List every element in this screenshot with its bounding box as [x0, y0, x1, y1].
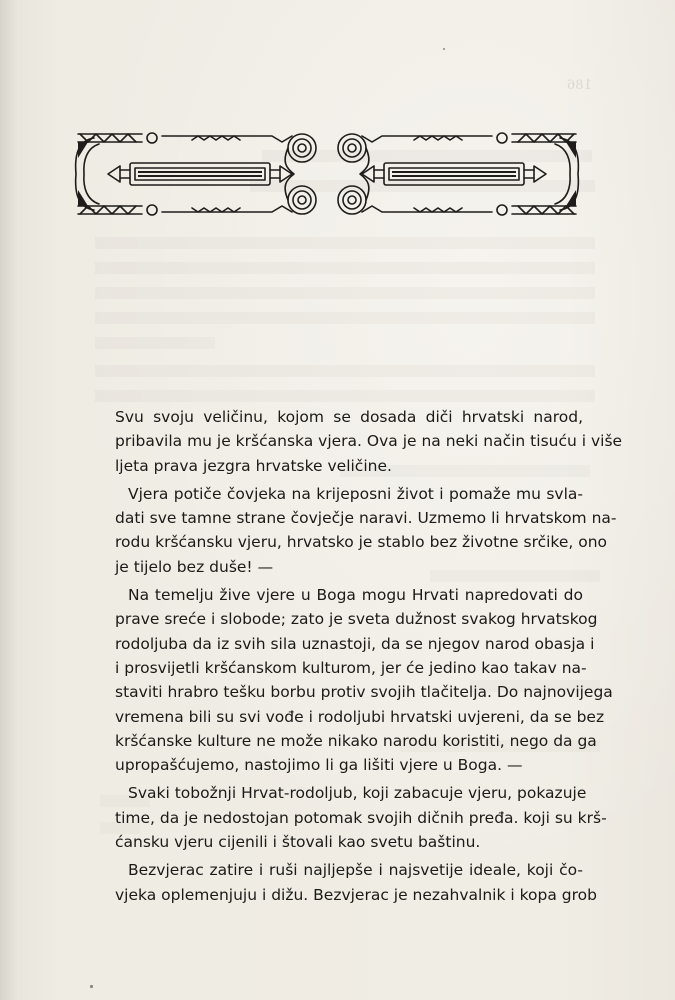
body-text — [115, 405, 623, 911]
text-line: vjeka oplemenjuju i dižu. Bezvjerac je nezahvalnik i kopa grob — [115, 885, 597, 904]
text-line: rodu kršćansku vjeru, hrvatsko je stablo bez životne srčike, ono — [115, 533, 608, 552]
text-line: ćansku vjeru cijenili i štovali kao svetu baštinu. — [115, 833, 481, 852]
text-line: time, da je nedostojan potomak svojih dičnih pređa. koji su krš- — [115, 808, 607, 827]
text-line: ljeta prava jezgra hrvatske veličine. — [115, 456, 392, 475]
show-through-page-number: 186 — [567, 78, 592, 93]
text-line: pribavila mu je kršćanska vjera. Ova je na neki način tisuću i više — [115, 432, 623, 451]
text-line: Svaki tobožnji Hrvat-rodoljub, koji zabacuje vjeru, pokazuje — [128, 784, 587, 803]
text-line: rodoljuba da iz svih sila uznastoji, da se njegov narod obasja i — [115, 634, 595, 653]
text-line: prave sreće i slobode; zato je sveta dužnost svakog hrvatskog — [115, 610, 598, 629]
ornamental-headpiece — [72, 128, 582, 220]
text-line: i prosvijetli kršćanskom kulturom, jer će jedino kao takav na- — [115, 658, 587, 677]
text-line: kršćanske kulture ne može nikako narodu koristiti, nego da ga — [115, 731, 597, 750]
text-line: Vjera potiče čovjeka na krijeposni život i pomaže mu svla- — [128, 484, 583, 503]
text-line: je tijelo bez duše! — — [115, 557, 274, 576]
paragraph — [115, 583, 613, 777]
paragraph — [115, 482, 617, 579]
text-line: vremena bili su svi vođe i rodoljubi hrvatski uvjereni, da se bez — [115, 707, 605, 726]
paper-speck — [90, 985, 93, 988]
text-line: upropašćujemo, nastojimo li ga lišiti vjere u Boga. — — [115, 756, 523, 775]
paragraph — [115, 405, 623, 478]
text-line: Svu svoju veličinu, kojom se dosada diči hrvatski narod, — [115, 408, 583, 426]
text-line: dati sve tamne strane čovječje naravi. Uzmemo li hrvatskom na- — [115, 509, 617, 528]
text-line: Bezvjerac zatire i ruši najljepše i najsvetije ideale, koji čo- — [128, 861, 583, 880]
paragraph — [115, 781, 607, 854]
paper-speck — [443, 48, 445, 50]
paragraph — [115, 858, 597, 907]
text-line: Na temelju žive vjere u Boga mogu Hrvati napredovati do — [128, 586, 583, 605]
text-line: staviti hrabro tešku borbu protiv svojih tlačitelja. Do najnovijega — [115, 683, 613, 702]
